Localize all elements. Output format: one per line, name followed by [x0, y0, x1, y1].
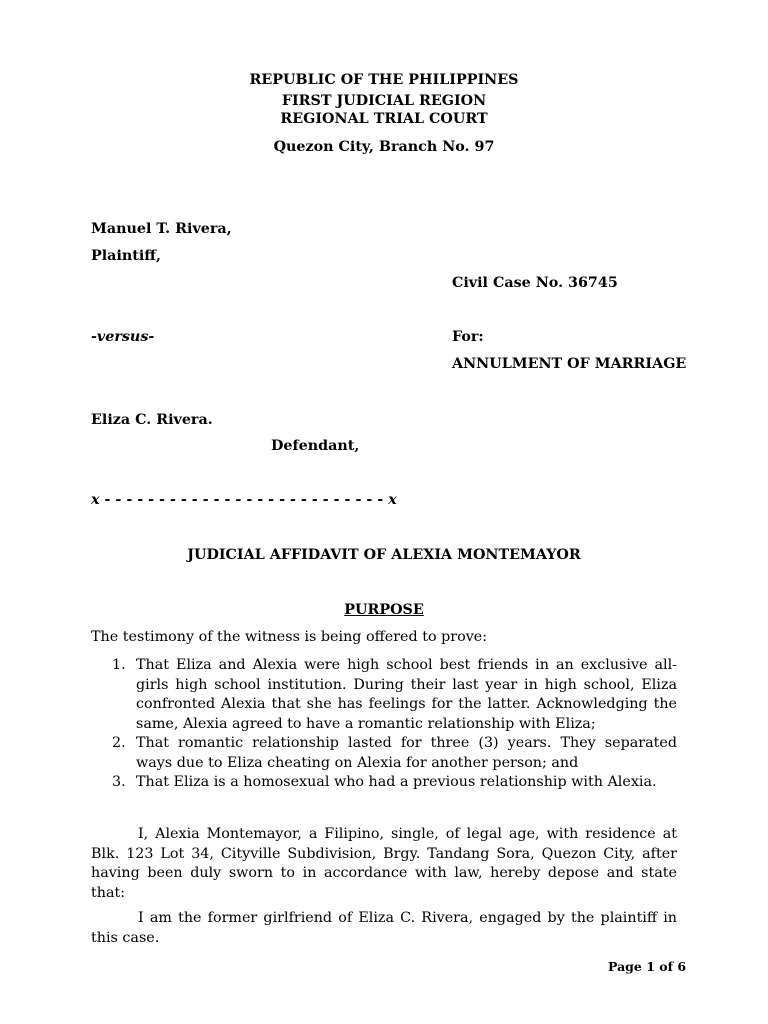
header-judicial-region: FIRST JUDICIAL REGION [281, 93, 487, 109]
case-nature: ANNULMENT OF MARRIAGE [452, 356, 687, 372]
list-item-text: That romantic relationship lasted for three (3) years. They separated ways due to Eliza cheating on Alexia for another person; and [136, 735, 677, 771]
list-item-text: That Eliza and Alexia were high school best friends in an exclusive all-girls high school institution. During their last year in high school, Eliza confronted Alexia that she has feelings for the latter. Acknowledging the same, Alexia agreed to have a romantic relationship with Eliza; [136, 657, 677, 732]
list-item-number: 3. [112, 774, 126, 790]
versus-label: -versus- [91, 329, 155, 345]
list-item-text: That Eliza is a homosexual who had a previous relationship with Alexia. [136, 774, 657, 790]
defendant-name: Eliza C. Rivera. [91, 412, 213, 428]
caption-separator: x - - - - - - - - - - - - - - - - - - - - - - - - - - x [91, 492, 397, 508]
plaintiff-name: Manuel T. Rivera, [91, 221, 232, 237]
header-trial-court: REGIONAL TRIAL COURT [280, 111, 488, 127]
list-item [91, 734, 677, 773]
case-number: Civil Case No. 36745 [452, 275, 618, 291]
list-item [91, 656, 677, 734]
purpose-list [91, 656, 677, 793]
list-item [91, 773, 677, 793]
defendant-role: Defendant, [271, 438, 360, 454]
list-item-number: 2. [112, 735, 126, 751]
purpose-heading: PURPOSE [344, 602, 424, 618]
body-paragraph: I am the former girlfriend of Eliza C. Rivera, engaged by the plaintiff in this case. [91, 910, 677, 946]
body-paragraph: I, Alexia Montemayor, a Filipino, single, of legal age, with residence at Blk. 123 Lot 34, Cityville Subdivision, Brgy. Tandang Sora, Quezon City, after having been duly sworn to in accordance with law, hereby depose and state that: [91, 826, 677, 901]
header-republic: REPUBLIC OF THE PHILIPPINES [249, 72, 519, 88]
affidavit-title: JUDICIAL AFFIDAVIT OF ALEXIA MONTEMAYOR [187, 547, 581, 563]
page-number: Page 1 of 6 [608, 959, 687, 974]
header-branch: Quezon City, Branch No. 97 [273, 139, 495, 155]
list-item-number: 1. [112, 657, 126, 673]
for-label: For: [452, 329, 484, 345]
purpose-intro: The testimony of the witness is being offered to prove: [91, 629, 488, 645]
plaintiff-role: Plaintiff, [91, 248, 162, 264]
